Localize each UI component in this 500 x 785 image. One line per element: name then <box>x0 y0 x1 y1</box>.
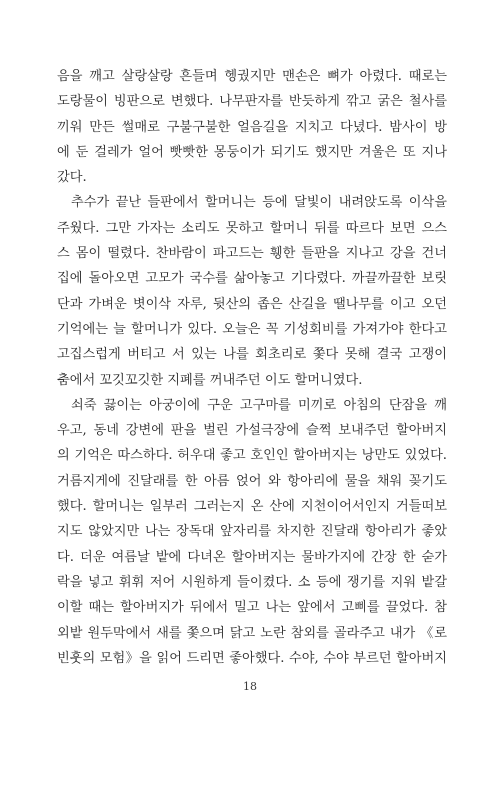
text-line: 집에 돌아오면 고모가 국수를 삶아놓고 기다렸다. 까끌까끌한 보릿 <box>57 271 447 287</box>
text-line: 음을 깨고 살랑살랑 흔들며 헹궜지만 맨손은 뼈가 아렸다. 때로는 <box>57 69 447 84</box>
text-line: 갔다. <box>57 170 87 186</box>
text-line: 고집스럽게 버티고 서 있는 나를 회초리로 쫓다 못해 결국 고쟁이 <box>57 347 447 363</box>
text-line: 주웠다. 그만 가자는 소리도 못하고 할머니 뒤를 따르다 보면 으스 <box>57 220 447 236</box>
text-line: 빈훗의 모험》을 읽어 드리면 좋아했다. 수야, 수야 부르던 할아버지 <box>57 650 447 666</box>
text-line: 거름지게에 진달래를 한 아름 얹어 와 항아리에 물을 채워 꽂기도 <box>57 473 447 489</box>
text-line: 도랑물이 빙판으로 변했다. 나무판자를 반듯하게 깎고 굵은 철사를 <box>57 94 447 110</box>
page-number: 18 <box>243 680 257 693</box>
text-line: 했다. 할머니는 일부러 그러는지 온 산에 지천이어서인지 거들떠보 <box>57 499 447 515</box>
text-line: 외밭 원두막에서 새를 쫓으며 닭고 노란 참외를 골라주고 내가 《로 <box>57 625 447 641</box>
text-line: 기억에는 늘 할머니가 있다. 오늘은 꼭 기성회비를 가져가야 한다고 <box>57 321 447 337</box>
text-line: 에 둔 걸레가 얼어 빳빳한 몽둥이가 되기도 했지만 겨울은 또 지나 <box>57 144 447 160</box>
paragraph-start-line: 추수가 끝난 들판에서 할머니는 등에 달빛이 내려앉도록 이삭을 <box>71 195 447 211</box>
paragraph-start-line: 쇠죽 끓이는 아궁이에 구운 고구마를 미끼로 아침의 단잠을 깨 <box>71 397 447 413</box>
text-line: 끼워 만든 썰매로 구불구불한 얼음길을 지치고 다녔다. 밤사이 방 <box>57 119 447 135</box>
text-line: 이할 때는 할아버지가 뒤에서 밀고 나는 앞에서 고삐를 끌었다. 참 <box>57 600 447 616</box>
text-line: 락을 넣고 휘휘 저어 시원하게 들이켰다. 소 등에 쟁기를 지워 밭갈 <box>57 574 447 590</box>
text-line: 스 몸이 떨렸다. 찬바람이 파고드는 휑한 들판을 지나고 강을 건너 <box>57 246 447 262</box>
text-line: 지도 않았지만 나는 장독대 앞자리를 차지한 진달래 항아리가 좋았 <box>57 524 447 540</box>
text-line: 춤에서 꼬깃꼬깃한 지폐를 꺼내주던 이도 할머니였다. <box>57 372 363 388</box>
text-line: 의 기억은 따스하다. 허우대 좋고 호인인 할아버지는 낭만도 있었다. <box>57 448 447 464</box>
text-line: 다. 더운 여름날 밭에 다녀온 할아버지는 물바가지에 간장 한 숟가 <box>57 549 447 565</box>
body-text <box>57 64 447 671</box>
text-line: 단과 가벼운 볏이삭 자루, 뒷산의 좁은 산길을 땔나무를 이고 오던 <box>57 296 447 312</box>
text-line: 우고, 동네 강변에 판을 벌린 가설극장에 슬쩍 보내주던 할아버지 <box>57 423 447 439</box>
